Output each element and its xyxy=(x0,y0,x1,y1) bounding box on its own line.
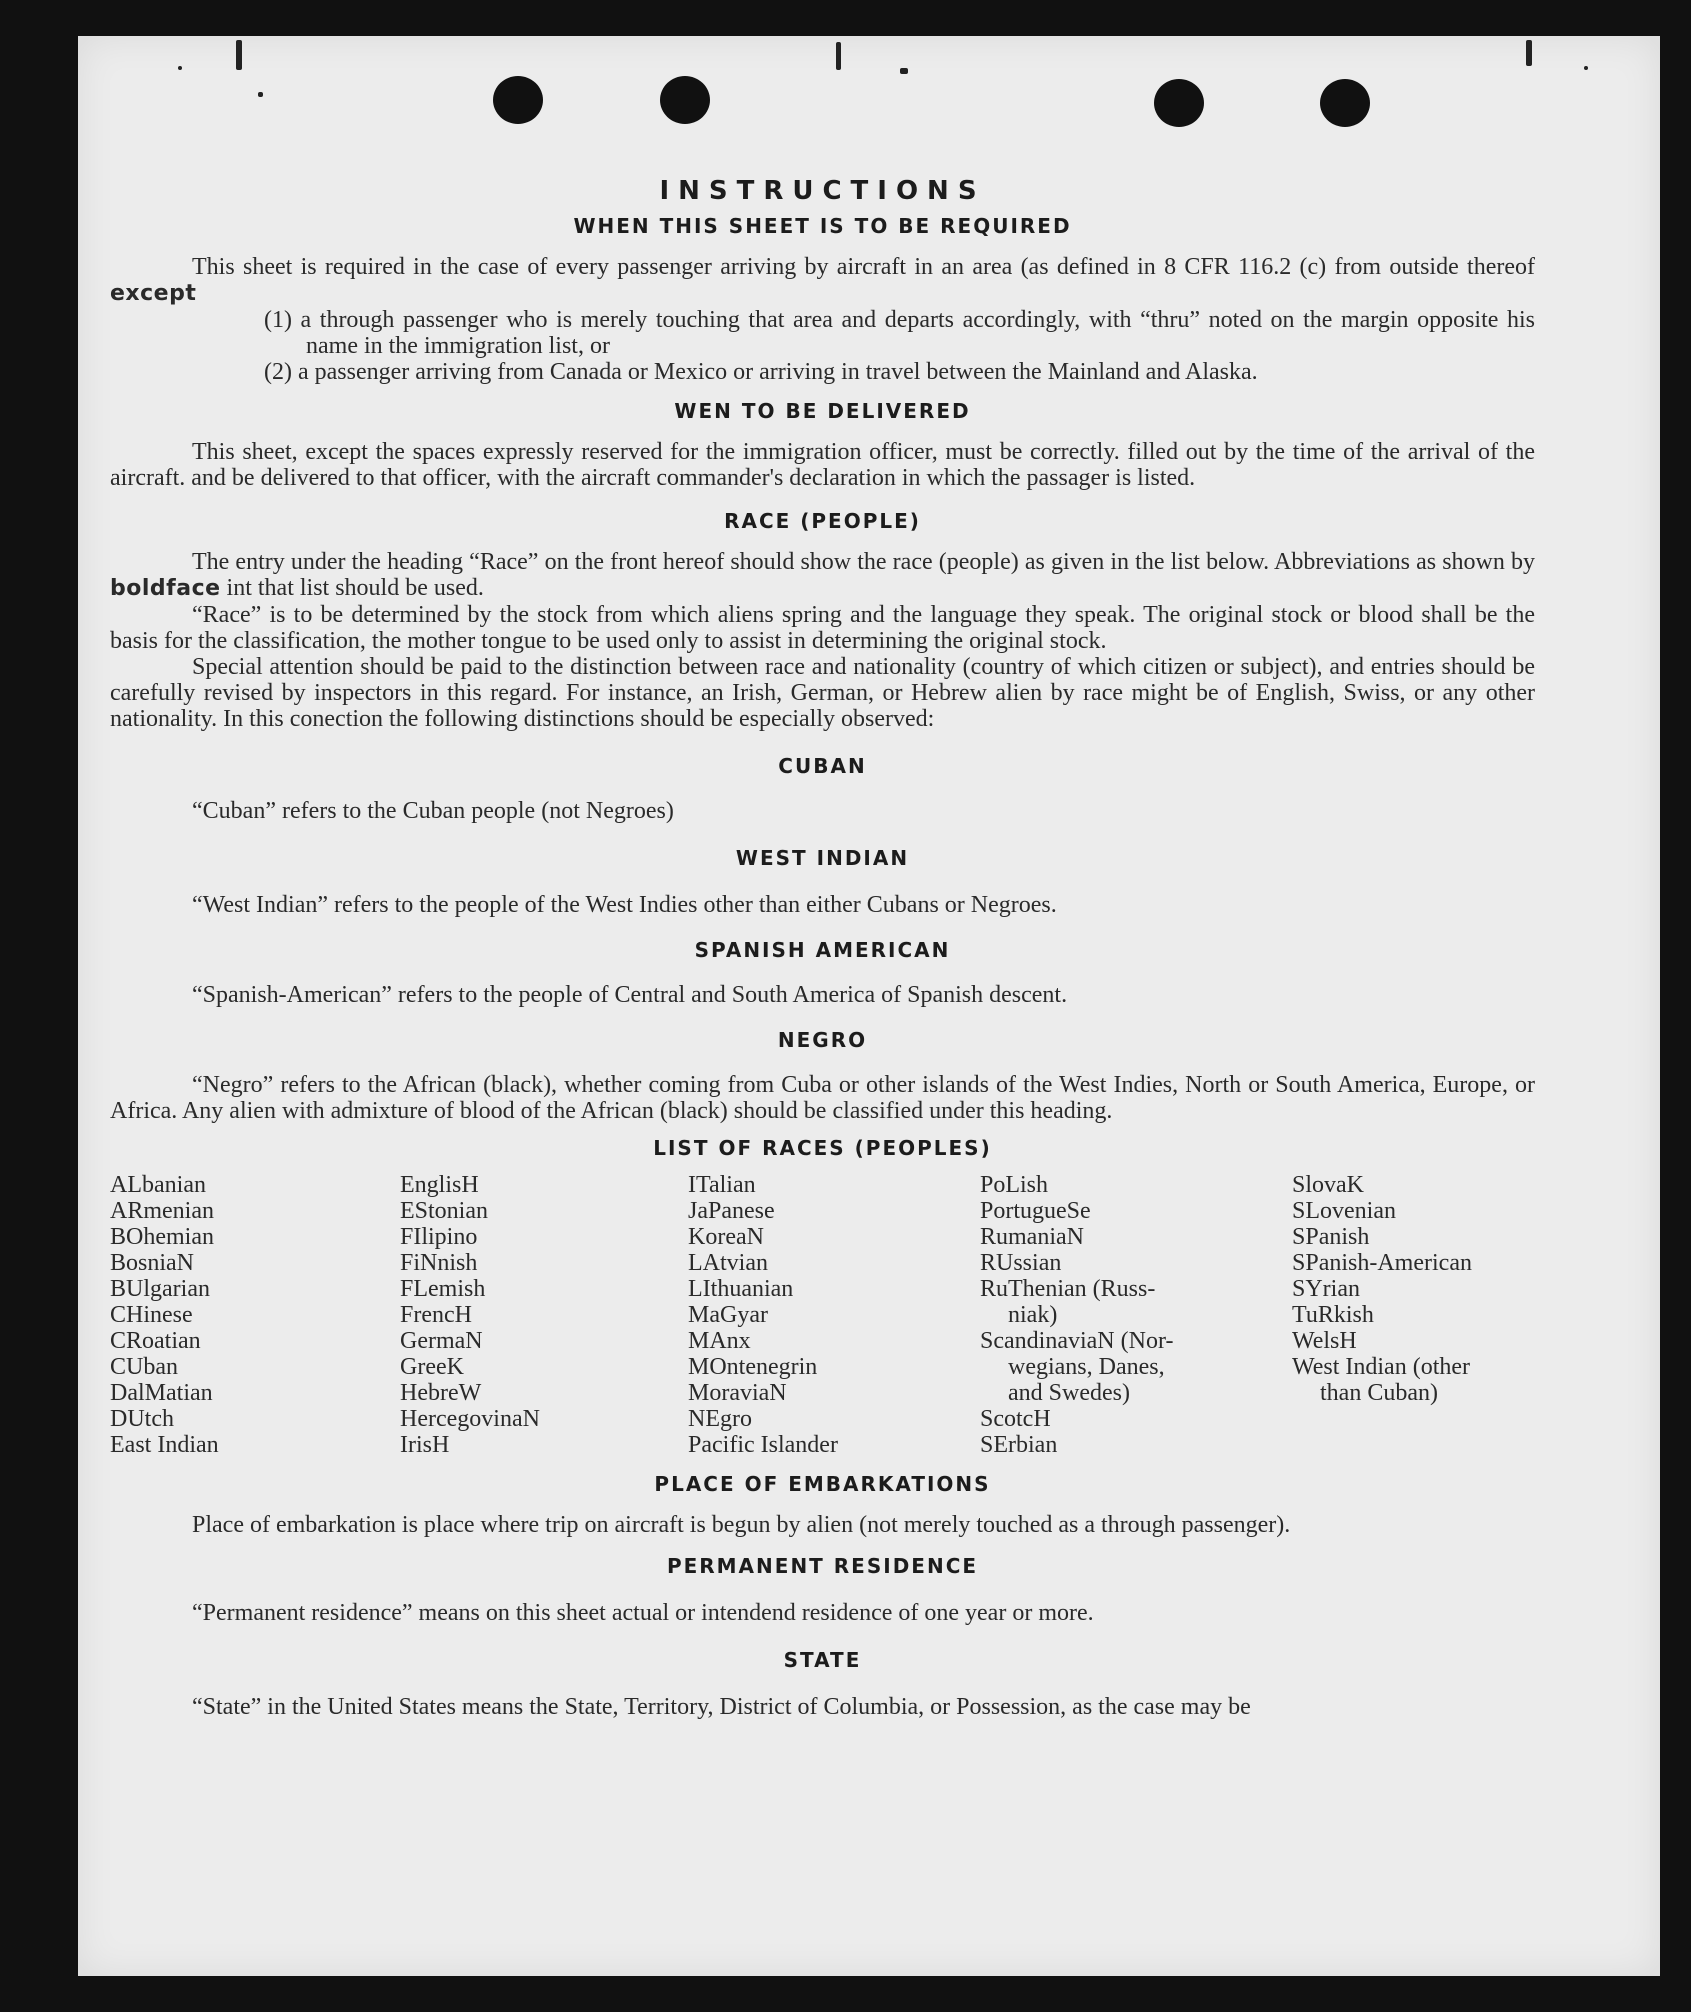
state-text: “State” in the United States means the State, Territory, District of Columbia, or Possession, as the case may be xyxy=(192,1694,1251,1720)
list-item: BosniaN xyxy=(110,1250,194,1276)
list-item: GreeK xyxy=(400,1354,464,1380)
spanish-american-text: “Spanish-American” refers to the people of Central and South America of Spanish descent. xyxy=(192,982,1068,1008)
heading-west-indian: WEST INDIAN xyxy=(735,846,910,870)
punch-hole xyxy=(1154,79,1204,127)
race-paragraph-1 xyxy=(110,549,1535,602)
list-item: JaPanese xyxy=(688,1198,775,1224)
list-item: MoraviaN xyxy=(688,1380,787,1406)
list-item: Pacific Islander xyxy=(688,1432,838,1458)
list-item: than Cuban) xyxy=(1320,1380,1438,1406)
residence-text: “Permanent residence” means on this sheet actual or intendend residence of one year or more. xyxy=(192,1600,1094,1626)
list-item: BOhemian xyxy=(110,1224,214,1250)
list-item: and Swedes) xyxy=(1008,1380,1130,1406)
embarkation-text: Place of embarkation is place where trip on aircraft is begun by alien (not merely touched as a through passenger). xyxy=(192,1512,1291,1538)
races-column-1 xyxy=(110,1172,400,1458)
instructions-content xyxy=(110,176,1535,1720)
west-indian-text: “West Indian” refers to the people of the West Indies other than either Cubans or Negroes. xyxy=(192,892,1057,918)
list-item: ScotcH xyxy=(980,1406,1051,1432)
heading-state: STATE xyxy=(783,1648,862,1672)
speck xyxy=(900,68,908,74)
list-item: KoreaN xyxy=(688,1224,764,1250)
list-item: HercegovinaN xyxy=(400,1406,540,1432)
list-item: ALbanian xyxy=(110,1172,206,1198)
list-item: SPanish-American xyxy=(1292,1250,1472,1276)
list-item: niak) xyxy=(1008,1302,1058,1328)
punch-hole xyxy=(660,76,710,124)
staple-mark xyxy=(236,40,242,70)
heading-spanish-american: SPANISH AMERICAN xyxy=(694,938,951,962)
document-sheet xyxy=(78,36,1660,1976)
races-list xyxy=(110,1172,1535,1458)
races-column-3 xyxy=(688,1172,980,1458)
list-item: SlovaK xyxy=(1292,1172,1364,1198)
required-text xyxy=(110,254,1535,307)
list-item: West Indian (other xyxy=(1292,1354,1471,1380)
list-item: FIlipino xyxy=(400,1224,478,1250)
list-item: BUlgarian xyxy=(110,1276,210,1302)
speck xyxy=(178,66,182,70)
heading-when-delivered: WEN TO BE DELIVERED xyxy=(674,399,971,423)
list-item: ITalian xyxy=(688,1172,756,1198)
list-item: HebreW xyxy=(400,1380,482,1406)
required-text-main: This sheet is required in the case of every passenger arriving by aircraft in an area (as defined in 8 CFR 116.2 (c) from outside thereof xyxy=(192,254,1535,280)
list-item: DUtch xyxy=(110,1406,174,1432)
bold-boldface: boldface xyxy=(110,576,221,601)
list-item: ScandinaviaN (Nor- xyxy=(980,1328,1174,1354)
delivered-text: This sheet, except the spaces expressly reserved for the immigration officer, must be correctly. filled out by the time of the arrival of the aircraft. and be delivered to that officer, with the aircraft commander's declaration in which the passager is listed. xyxy=(110,439,1535,491)
race-p1-tail: int that list should be used. xyxy=(226,575,484,601)
list-item: NEgro xyxy=(688,1406,752,1432)
staple-mark xyxy=(1526,40,1532,66)
list-item: DalMatian xyxy=(110,1380,213,1406)
races-column-5 xyxy=(1292,1172,1532,1458)
list-item: (1) a through passenger who is merely touching that area and departs accordingly, with “thru” noted on the margin opposite his name in the immigration list, or xyxy=(264,307,1535,359)
list-item: GermaN xyxy=(400,1328,483,1354)
heading-list-of-races: LIST OF RACES (PEOPLES) xyxy=(653,1136,992,1160)
bold-except: except xyxy=(110,281,197,306)
list-item: SLovenian xyxy=(1292,1198,1396,1224)
race-p1-text: The entry under the heading “Race” on the front hereof should show the race (people) as given in the list below. Abbreviations as shown by xyxy=(192,549,1535,575)
list-item: SErbian xyxy=(980,1432,1058,1458)
list-item: FiNnish xyxy=(400,1250,478,1276)
list-item: RumaniaN xyxy=(980,1224,1084,1250)
list-item: LIthuanian xyxy=(688,1276,794,1302)
heading-place-of-embarkation: PLACE OF EMBARKATIONS xyxy=(654,1472,991,1496)
list-item: PoLish xyxy=(980,1172,1049,1198)
list-item: LAtvian xyxy=(688,1250,768,1276)
list-item: CRoatian xyxy=(110,1328,201,1354)
list-item: CHinese xyxy=(110,1302,193,1328)
speck xyxy=(258,92,263,97)
list-item: IrisH xyxy=(400,1432,450,1458)
heading-negro: NEGRO xyxy=(777,1028,868,1052)
races-column-4 xyxy=(980,1172,1292,1458)
list-item: TuRkish xyxy=(1292,1302,1374,1328)
list-item: SPanish xyxy=(1292,1224,1370,1250)
punch-hole xyxy=(1320,79,1370,127)
document-title: INSTRUCTIONS xyxy=(659,176,986,206)
races-column-2 xyxy=(400,1172,688,1458)
list-item: EStonian xyxy=(400,1198,488,1224)
list-item: MAnx xyxy=(688,1328,751,1354)
heading-race: RACE (PEOPLE) xyxy=(724,509,921,533)
list-item: East Indian xyxy=(110,1432,219,1458)
race-paragraph-2: “Race” is to be determined by the stock from which aliens spring and the language they speak. The original stock or blood shall be the basis for the classification, the mother tongue to be used only to assist in determining the original stock. xyxy=(110,602,1535,654)
heading-permanent-residence: PERMANENT RESIDENCE xyxy=(666,1554,979,1578)
list-item: FrencH xyxy=(400,1302,472,1328)
cuban-text: “Cuban” refers to the Cuban people (not Negroes) xyxy=(192,798,674,824)
list-item: EnglisH xyxy=(400,1172,479,1198)
negro-text: “Negro” refers to the African (black), whether coming from Cuba or other islands of the West Indies, North or South America, Europe, or Africa. Any alien with admixture of blood of the African (black) should be classified under this heading. xyxy=(110,1072,1535,1124)
list-item: WelsH xyxy=(1292,1328,1357,1354)
list-item: MOntenegrin xyxy=(688,1354,818,1380)
list-item: PortugueSe xyxy=(980,1198,1091,1224)
list-item: (2) a passenger arriving from Canada or Mexico or arriving in travel between the Mainland and Alaska. xyxy=(264,359,1258,385)
punch-hole xyxy=(493,76,543,124)
list-item: SYrian xyxy=(1292,1276,1360,1302)
list-item: CUban xyxy=(110,1354,178,1380)
list-item: RUssian xyxy=(980,1250,1062,1276)
list-item: MaGyar xyxy=(688,1302,768,1328)
list-item: ARmenian xyxy=(110,1198,214,1224)
race-paragraph-3: Special attention should be paid to the distinction between race and nationality (country of which citizen or subject), and entries should be carefully revised by inspectors in this regard. For instance, an Irish, German, or Hebrew alien by race might be of English, Swiss, or any other nationality. In this conection the following distinctions should be especially observed: xyxy=(110,654,1535,732)
heading-when-required: WHEN THIS SHEET IS TO BE REQUIRED xyxy=(573,214,1072,238)
heading-cuban: CUBAN xyxy=(778,754,867,778)
staple-mark xyxy=(836,42,841,70)
list-item: RuThenian (Russ- xyxy=(980,1276,1156,1302)
list-item: FLemish xyxy=(400,1276,486,1302)
speck xyxy=(1584,66,1588,70)
list-item: wegians, Danes, xyxy=(1008,1354,1165,1380)
